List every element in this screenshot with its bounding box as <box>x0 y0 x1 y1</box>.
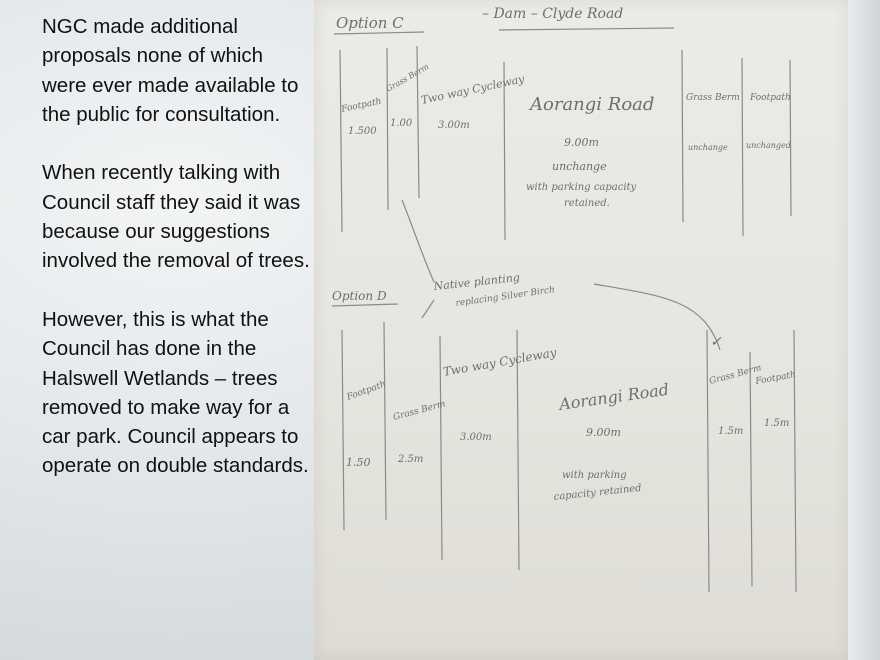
option-c-right-berm: Grass Berm <box>686 93 740 103</box>
option-c-footpath-width: 1.500 <box>348 126 377 137</box>
option-d-right-footpath: Footpath <box>754 370 797 387</box>
option-d-road-note2: capacity retained <box>553 482 643 503</box>
option-d-road-width: 9.00m <box>586 426 621 439</box>
option-c-road-note2: with parking capacity <box>526 182 637 193</box>
option-d-road-note1: with parking <box>562 470 627 481</box>
option-c-road: Aorangi Road <box>530 94 655 115</box>
option-c-road-header: – Dam – Clyde Road <box>482 6 624 22</box>
option-d-right-berm: Grass Berm <box>708 363 763 387</box>
option-d-planting-note: replacing Silver Birch <box>455 285 556 309</box>
option-d-right-footpath-width: 1.5m <box>764 418 790 429</box>
option-c-unchanged: unchanged <box>746 141 791 150</box>
option-d-road: Aorangi Road <box>557 379 671 414</box>
option-d-cycleway: Two way Cycleway <box>442 345 558 379</box>
option-c-road-note1: unchange <box>552 160 607 173</box>
slide-text <box>42 12 312 510</box>
option-c-berm-width: 1.00 <box>390 118 413 129</box>
paragraph-proposals: NGC made additional proposals none of which were ever made available to the public for consultation. <box>42 15 299 126</box>
option-c-road-note3: retained. <box>564 198 610 209</box>
option-d-right-berm-width: 1.5m <box>718 426 744 437</box>
option-d-title: Option D <box>332 289 387 303</box>
option-c-right-footpath: Footpath <box>750 93 791 103</box>
option-d-footpath-width: 1.50 <box>346 456 371 469</box>
option-d-planting: Native planting <box>432 271 521 293</box>
option-c-grass-berm: Grass Berm <box>384 62 431 94</box>
option-d-cycleway-width: 3.00m <box>460 432 492 443</box>
hand-drawn-sketch <box>314 0 848 660</box>
paragraph-council-staff: When recently talking with Council staff they said it was because our suggestions involved the removal of trees. <box>42 161 310 273</box>
option-d-tick: ✓ <box>710 334 722 350</box>
option-c-cycleway: Two way Cycleway <box>419 72 526 107</box>
option-c-road-width: 9.00m <box>564 136 599 149</box>
option-d-grass-berm: Grass Berm <box>392 399 447 423</box>
option-c-cycleway-width: 3.00m <box>438 120 470 131</box>
option-c-unchange: unchange <box>688 143 728 152</box>
option-c-title: Option C <box>336 14 404 32</box>
option-d-footpath: Footpath <box>345 379 388 403</box>
option-c-footpath: Footpath <box>340 96 383 115</box>
slide-right-edge <box>848 0 880 660</box>
paragraph-double-standards: However, this is what the Council has done in the Halswell Wetlands – trees removed to make way for a car park. Council appears to operate on double standards. <box>42 307 309 478</box>
sketch-photo <box>314 0 848 660</box>
option-d-berm-width: 2.5m <box>398 454 424 465</box>
